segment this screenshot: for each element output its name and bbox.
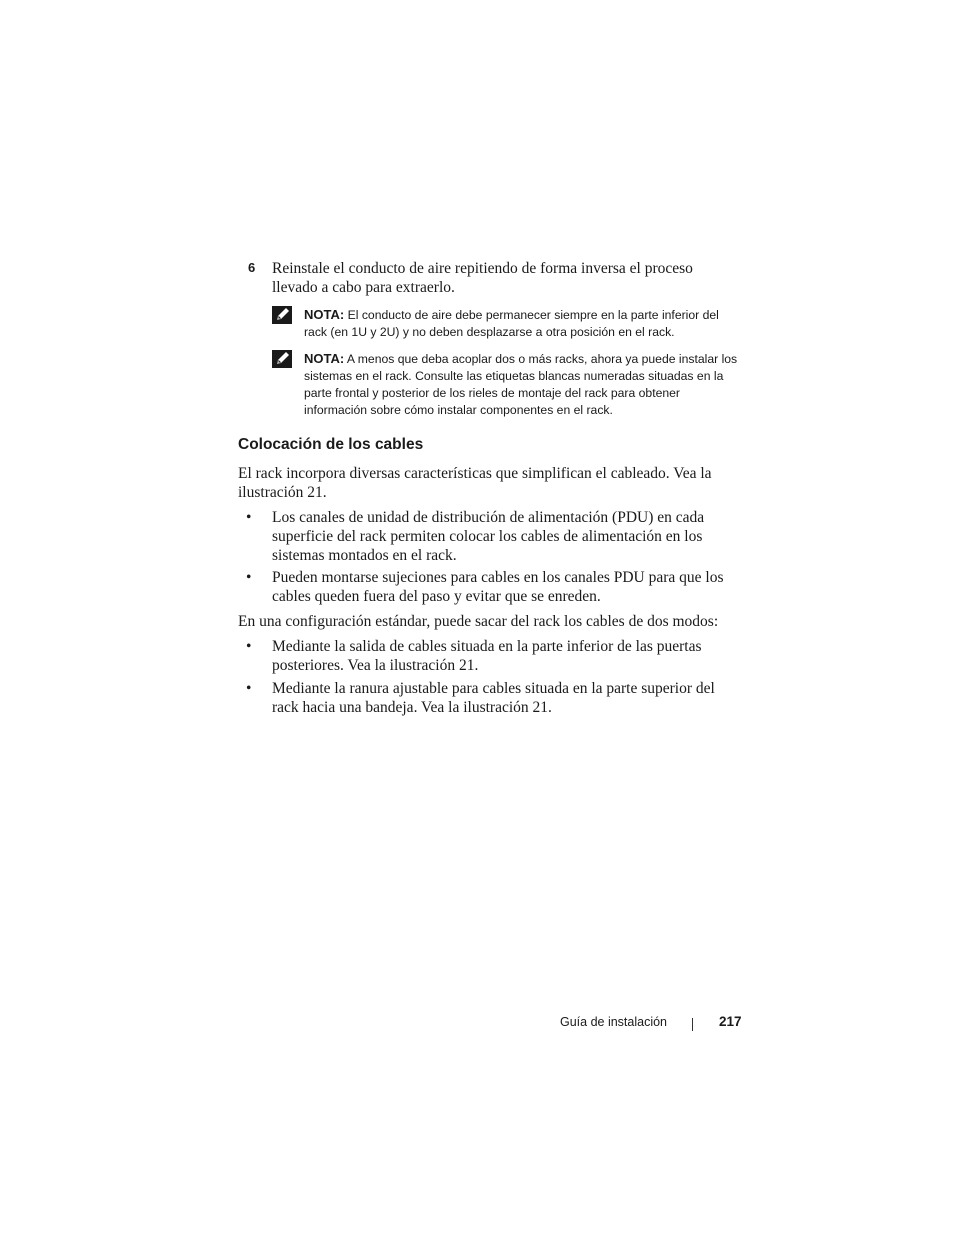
list-item: Los canales de unidad de distribución de alimentación (PDU) en cada superficie del rack permiten colocar los cables de alimentación en los sistemas montados en el rack. [272,509,705,564]
note-text: A menos que deba acoplar dos o más racks, ahora ya puede instalar los sistemas en el rack. Consulte las etiquetas blancas numeradas situadas en la parte frontal y posterior de los rieles de montaje del rack para obtener información sobre cómo instalar componentes en el rack. [304,352,738,417]
note-pencil-icon [272,306,292,324]
bullet-glyph: • [246,638,252,655]
list-item: Mediante la salida de cables situada en la parte inferior de las puertas posteriores. Vea la ilustración 21. [272,638,702,674]
note-pencil-icon [272,350,292,368]
bullet-glyph: • [246,569,252,586]
footer-title: Guía de instalación [560,1015,668,1029]
note-label: NOTA: [304,351,345,366]
middle-paragraph: En una configuración estándar, puede sacar del rack los cables de dos modos: [238,613,719,630]
note-text: El conducto de aire debe permanecer siempre en la parte inferior del rack (en 1U y 2U) y no deben desplazarse a otra posición en el rack. [304,308,719,339]
section-heading: Colocación de los cables [238,436,424,453]
list-item: Pueden montarse sujeciones para cables en los canales PDU para que los cables queden fuera del paso y evitar que se enreden. [272,569,724,605]
list-item: Mediante la ranura ajustable para cables situada en la parte superior del rack hacia una bandeja. Vea la ilustración 21. [272,680,715,716]
bullet-glyph: • [246,680,252,697]
step-text: Reinstale el conducto de aire repitiendo de forma inversa el proceso llevado a cabo para extraerlo. [272,260,693,296]
note-1 [272,306,742,342]
note-label: NOTA: [304,307,345,322]
step-number: 6 [248,260,256,275]
bullet-glyph: • [246,509,252,526]
intro-paragraph: El rack incorpora diversas características que simplifican el cableado. Vea la ilustración 21. [238,465,712,501]
note-2 [272,350,742,420]
footer-separator [692,1018,693,1031]
page-number: 217 [719,1014,742,1029]
